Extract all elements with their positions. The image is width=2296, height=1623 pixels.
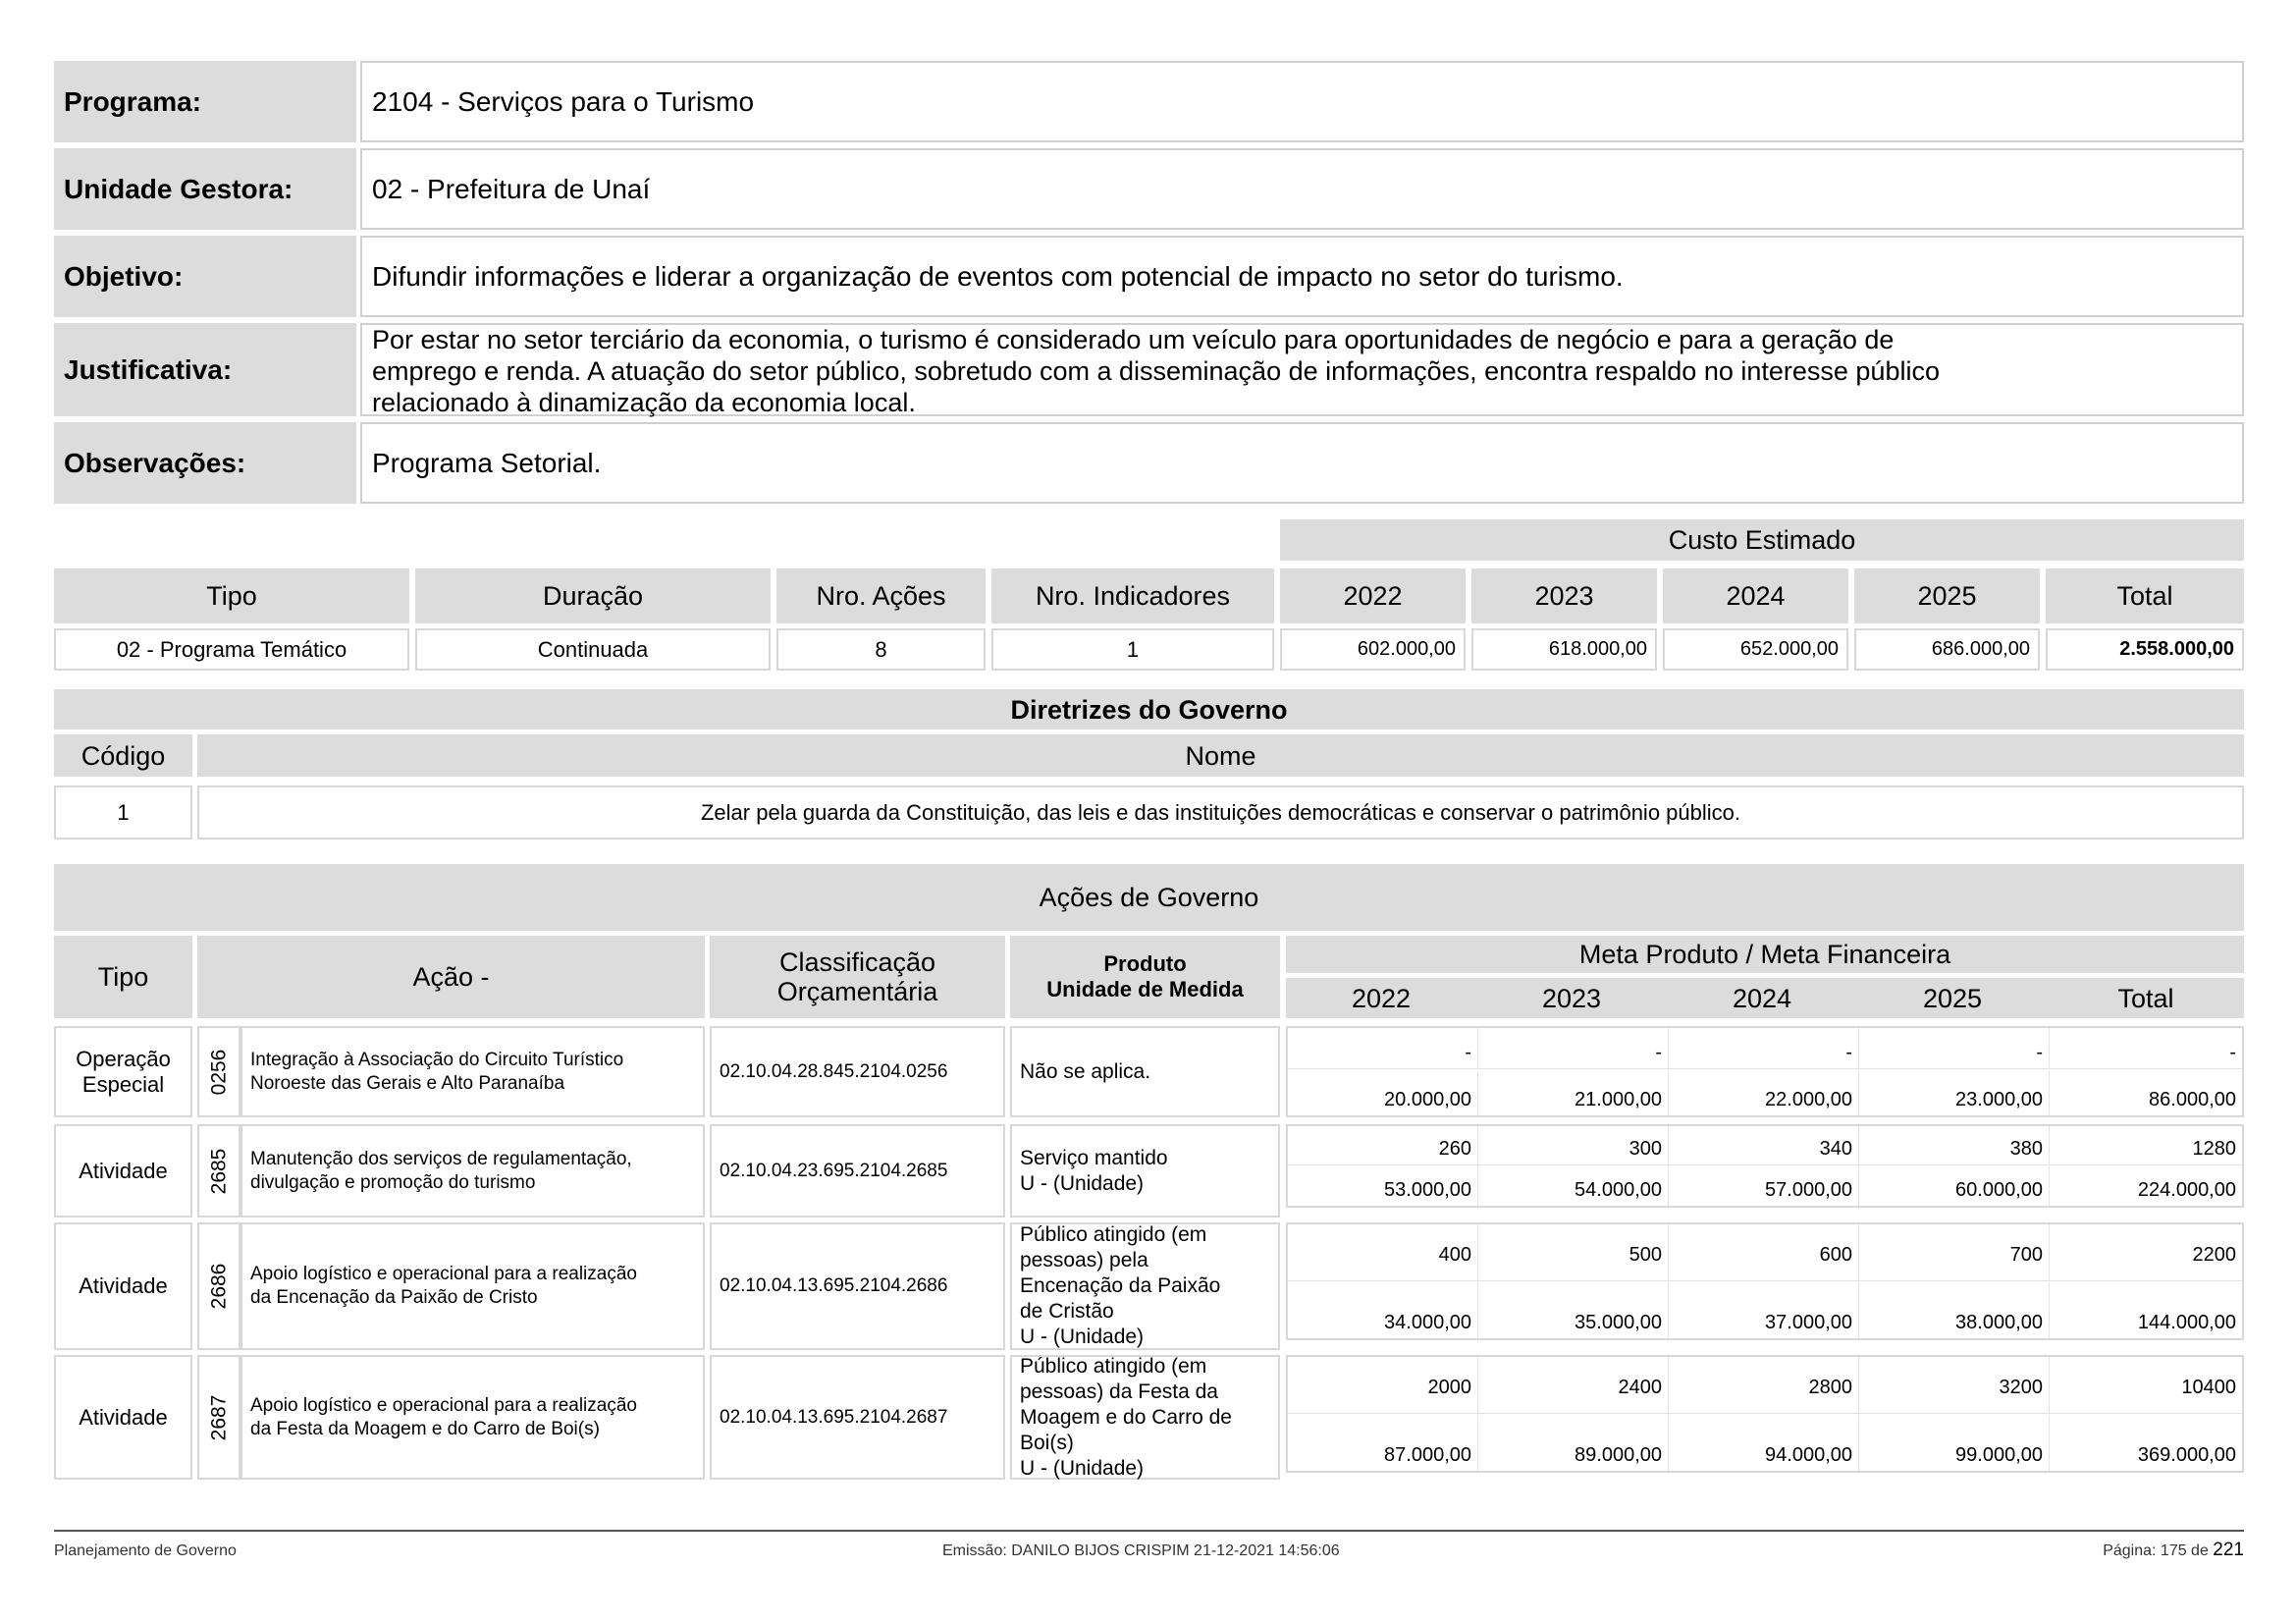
acao-descricao-line: da Encenação da Paixão de Cristo [250,1287,538,1308]
meta-financeira: 57.000,00 [1669,1166,1859,1206]
acao-produto-line: Público atingido (em [1020,1223,1207,1246]
acao-produto-line: Serviço mantido [1020,1146,1168,1169]
summary-tipo: 02 - Programa Temático [54,628,409,671]
summary-2023: 618.000,00 [1471,628,1657,671]
col-nro-acoes-header: Nro. Ações [776,568,986,623]
objetivo-label: Objetivo: [54,236,356,317]
meta-produto: 700 [1859,1224,2050,1281]
col-2022-header: 2022 [1280,568,1466,623]
meta-financeira: 35.000,00 [1478,1282,1669,1338]
acao-codigo-text: 2685 [207,1148,230,1194]
meta-produto: 2400 [1478,1357,1669,1414]
meta-produto: 300 [1478,1126,1669,1165]
meta-produto: 400 [1288,1224,1478,1281]
footer-left: Planejamento de Governo [54,1542,237,1559]
acao-produto-line: U - (Unidade) [1020,1171,1145,1195]
acao-descricao [240,1355,705,1480]
meta-financeira: 86.000,00 [2149,1089,2236,1110]
acao-codigo-text: 2687 [207,1394,230,1440]
acao-tipo: Atividade [54,1124,192,1217]
acao-descricao [240,1124,705,1217]
objetivo-value: Difundir informações e liderar a organização de eventos com potencial de impacto no setor do turismo. [360,236,2244,317]
footer-divider [54,1530,2244,1532]
summary-2024: 652.000,00 [1663,628,1848,671]
meta-financeira: 87.000,00 [1288,1415,1478,1471]
meta-block [1286,1355,2244,1473]
footer-pagina [2076,1540,2244,1561]
summary-nro-indicadores: 1 [991,628,1274,671]
meta-produto: 2200 [2050,1224,2242,1281]
meta-year-header: 2023 [1476,978,1667,1018]
acao-codigo [197,1124,240,1217]
programa-value: 2104 - Serviços para o Turismo [360,61,2244,142]
acao-produto [1010,1124,1280,1217]
meta-block [1286,1124,2244,1208]
acao-classificacao: 02.10.04.28.845.2104.0256 [710,1026,1005,1117]
acao-produto [1010,1222,1280,1350]
acao-produto-line: Público atingido (em [1020,1354,1207,1378]
meta-produto: 260 [1288,1126,1478,1165]
acoes-title: Ações de Governo [54,864,2244,931]
acao-produto [1010,1026,1280,1117]
meta-financeira: 34.000,00 [1288,1282,1478,1338]
meta-financeira: 224.000,00 [2137,1179,2236,1201]
summary-2022: 602.000,00 [1280,628,1466,671]
acao-produto-line: U - (Unidade) [1020,1456,1145,1480]
unidade-gestora-value: 02 - Prefeitura de Unaí [360,148,2244,230]
meta-produto: 500 [1478,1224,1669,1281]
acao-produto-line: Boi(s) [1020,1431,1074,1454]
meta-produto: 380 [1859,1126,2050,1165]
meta-year-header: 2024 [1667,978,1857,1018]
meta-produto: 600 [1669,1224,1859,1281]
produto-header-line: Produto [1103,951,1187,976]
acao-produto-line: pessoas) pela [1020,1249,1148,1271]
diretrizes-col-nome: Nome [197,734,2244,777]
justificativa-value [360,323,2244,416]
meta-produto: - [1669,1028,1859,1069]
produto-header-line: Unidade de Medida [1046,977,1244,1001]
diretriz-nome: Zelar pela guarda da Constituição, das leis e das instituições democráticas e conservar o patrimônio público. [197,785,2244,839]
acao-codigo [197,1222,240,1350]
acao-produto [1010,1355,1280,1480]
meta-financeira: 37.000,00 [1669,1282,1859,1338]
acao-classificacao: 02.10.04.13.695.2104.2687 [710,1355,1005,1480]
acao-codigo-text: 2686 [207,1263,230,1310]
col-2024-header: 2024 [1663,568,1848,623]
acao-tipo: Atividade [54,1222,192,1350]
meta-produto: - [1859,1028,2050,1069]
meta-header: Meta Produto / Meta Financeira [1286,936,2244,973]
acao-descricao-line: divulgação e promoção do turismo [250,1171,536,1193]
footer-page-total: 221 [2213,1540,2244,1560]
programa-label: Programa: [54,61,356,142]
col-2025-header: 2025 [1854,568,2040,623]
meta-produto: 340 [1669,1126,1859,1165]
meta-produto: 3200 [1859,1357,2050,1414]
meta-financeira: 94.000,00 [1669,1415,1859,1471]
meta-year-header: 2022 [1286,978,1476,1018]
col-total-header: Total [2046,568,2244,623]
justificativa-line: relacionado à dinamização da economia local. [372,387,916,417]
meta-produto: - [1478,1028,1669,1069]
acoes-col-classificacao [710,936,1005,1018]
summary-duracao: Continuada [415,628,771,671]
meta-block [1286,1222,2244,1340]
acao-produto-line: Encenação da Paixão [1020,1274,1221,1297]
meta-year-header: 2025 [1857,978,2048,1018]
meta-block [1286,1026,2244,1117]
meta-produto: - [1288,1028,1478,1069]
meta-financeira: 369.000,00 [2137,1444,2236,1466]
acao-tipo: Atividade [54,1355,192,1480]
acao-classificacao: 02.10.04.13.695.2104.2686 [710,1222,1005,1350]
meta-financeira: 99.000,00 [1859,1415,2050,1471]
footer-emissao: Emissão: DANILO BIJOS CRISPIM 21-12-2021 14:56:06 [942,1542,1340,1559]
col-tipo-header: Tipo [54,568,409,623]
meta-financeira: 22.000,00 [1669,1071,1859,1115]
acao-tipo [54,1026,192,1117]
meta-produto: 2000 [1288,1357,1478,1414]
acao-descricao-line: da Festa da Moagem e do Carro de Boi(s) [250,1418,600,1439]
acao-descricao-line: Manutenção dos serviços de regulamentação, [250,1148,632,1169]
acao-classificacao: 02.10.04.23.695.2104.2685 [710,1124,1005,1217]
acao-descricao-line: Noroeste das Gerais e Alto Paranaíba [250,1072,565,1094]
acao-produto-line: Não se aplica. [1020,1059,1151,1083]
justificativa-line: emprego e renda. A atuação do setor público, sobretudo com a disseminação de informações, encontra respaldo no interesse público [372,355,1940,386]
col-duracao-header: Duração [415,568,771,623]
meta-produto: 1280 [2050,1126,2242,1165]
meta-financeira: 21.000,00 [1478,1071,1669,1115]
acoes-col-tipo: Tipo [54,936,192,1018]
meta-financeira: 89.000,00 [1478,1415,1669,1471]
observacoes-value: Programa Setorial. [360,422,2244,504]
justificativa-label: Justificativa: [54,323,356,416]
unidade-gestora-label: Unidade Gestora: [54,148,356,230]
meta-financeira: 20.000,00 [1288,1071,1478,1115]
summary-total: 2.558.000,00 [2046,628,2244,671]
acao-tipo-line: Especial [81,1071,165,1097]
meta-financeira: 60.000,00 [1859,1166,2050,1206]
justificativa-line: Por estar no setor terciário da economia, o turismo é considerado um veículo para oportunidades de negócio e para a geração de [372,324,1895,354]
acao-produto-line: Moagem e do Carro de [1020,1405,1232,1429]
acao-descricao [240,1026,705,1117]
meta-produto: 10400 [2050,1357,2242,1414]
col-nro-indicadores-header: Nro. Indicadores [991,568,1274,623]
summary-nro-acoes: 8 [776,628,986,671]
custo-estimado-header: Custo Estimado [1280,519,2244,561]
col-2023-header: 2023 [1471,568,1657,623]
acao-descricao-line: Integração à Associação do Circuito Turístico [250,1049,624,1070]
diretriz-codigo: 1 [54,785,192,839]
diretrizes-col-codigo: Código [54,734,192,777]
meta-produto: 2800 [1669,1357,1859,1414]
acao-codigo [197,1355,240,1480]
acao-codigo-text: 0256 [207,1049,230,1095]
acao-descricao [240,1222,705,1350]
acao-codigo [197,1026,240,1117]
acao-tipo-line: Operação [76,1046,171,1071]
diretrizes-title: Diretrizes do Governo [54,689,2244,730]
classificacao-line: Classificação [778,947,936,977]
meta-produto: - [2050,1028,2242,1069]
acao-produto-line: pessoas) da Festa da [1020,1380,1218,1403]
acao-descricao-line: Apoio logístico e operacional para a realização [250,1264,637,1284]
meta-financeira: 23.000,00 [1859,1071,2050,1115]
observacoes-label: Observações: [54,422,356,504]
acoes-col-acao: Ação - [197,936,705,1018]
acao-produto-line: de Cristão [1020,1300,1114,1323]
summary-2025: 686.000,00 [1854,628,2040,671]
meta-year-header: Total [2048,978,2244,1018]
meta-financeira: 144.000,00 [2137,1312,2236,1333]
acao-produto-line: U - (Unidade) [1020,1325,1145,1348]
footer-page-prefix: Página: 175 de [2103,1542,2209,1559]
classificacao-line: Orçamentária [776,977,938,1006]
acoes-col-produto [1010,936,1280,1018]
meta-financeira: 53.000,00 [1288,1166,1478,1206]
acao-descricao-line: Apoio logístico e operacional para a realização [250,1394,637,1416]
meta-financeira: 38.000,00 [1859,1282,2050,1338]
meta-financeira: 54.000,00 [1478,1166,1669,1206]
